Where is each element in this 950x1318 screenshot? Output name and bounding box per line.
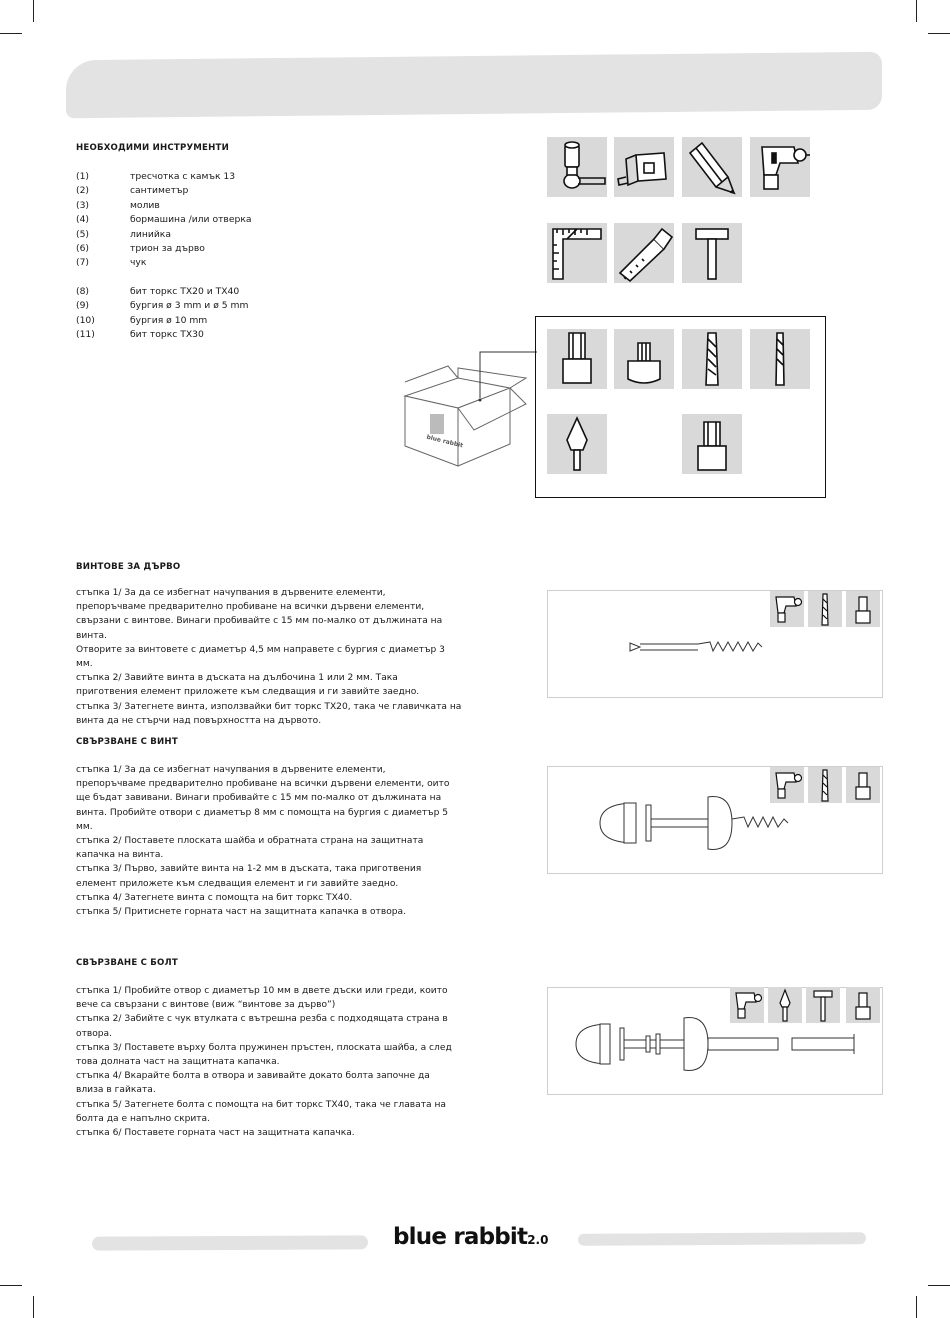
torx-bit-icon	[547, 329, 607, 389]
spade-bit-icon	[547, 414, 607, 474]
wood-screws-title: ВИНТОВЕ ЗА ДЪРВО	[76, 562, 181, 572]
crop-mark	[33, 1296, 34, 1318]
footer-bar-left	[92, 1235, 368, 1250]
saw-icon	[614, 223, 674, 283]
footer-bar-right	[578, 1232, 866, 1246]
list-item: (3) молив	[76, 199, 160, 211]
tape-measure-icon	[614, 137, 674, 197]
drill-icon	[750, 137, 810, 197]
crop-mark	[928, 1285, 950, 1286]
crop-mark	[916, 1296, 917, 1318]
crop-mark	[0, 1285, 22, 1286]
bolt-connection-text: стъпка 1/ Пробийте отвор с диаметър 10 мм в двете дъски или греди, които вече са свързани с винтове (виж “винтове за дърво”) стъпка 2/ Забийте с чук втулката с вътрешна резба с подходящата страна в отвора. стъпка 3/ Поставете върху болта пружинен пръстен, плоската шайба, а след това долната част на защитната капачка. стъпка 4/ Вкарайте болта в отвора и завивайте докато болта започне да влиза в гайката. стъпка 5/ Затегнете болта с помощта на бит торкс TX40, така че главата на болта да е напълно скрита. стъпка 6/ Поставете горната част на защитната капачка.	[76, 986, 452, 1139]
tools-title: НЕОБХОДИМИ ИНСТРУМЕНТИ	[76, 143, 229, 153]
screw-connection-text: стъпка 1/ За да се избегнат начупвания в дървените елементи, препоръчваме предварително пробиване на всички дървени елементи, оито ще бъдат завивани. Винаги пробивайте с 15 мм по-малко от дължината на винта. Пробийте отвори с диаметър 8 мм с помощта на бургия с диаметър 5 мм. стъпка 2/ Поставете плоската шайба и обратната страна на защитната капачка на винта. стъпка 3/ Първо, завийте винта на 1-2 мм в дъската, така приготвения елемент приложете към следващия елемент и ги завийте заедно. стъпка 4/ Затегнете винта с помощта на бит торкс TX40. стъпка 5/ Притиснете горната част на защитната капачка в отвора.	[76, 765, 450, 918]
list-item: (6) трион за дърво	[76, 243, 205, 255]
list-item: (11) бит торкс TX30	[76, 329, 204, 341]
list-item: (1) тресчотка с камък 13	[76, 171, 236, 182]
footer-brand: blue rabbit	[393, 1224, 528, 1250]
drill-icon	[730, 987, 764, 1023]
tools-list	[76, 170, 252, 342]
ratchet-icon	[547, 137, 607, 197]
list-item: (5) линийка	[76, 228, 171, 240]
drill-icon	[770, 767, 804, 803]
drill-bit-icon	[750, 329, 810, 389]
list-item: (2) сантиметър	[76, 185, 189, 197]
footer-version: 2.0	[527, 1233, 549, 1247]
spade-bit-icon	[768, 987, 802, 1023]
crop-mark	[33, 0, 34, 22]
footer-logo	[393, 1224, 548, 1250]
list-item: (9) бургия ø 3 mm и ø 5 mm	[76, 300, 249, 312]
wood-screws-text: стъпка 1/ За да се избегнат начупвания в дървените елементи, препоръчваме предварително пробиване на всички дървени елементи, свързани с винтове. Винаги пробивайте с 15 мм по-малко от дължината на винта. Отворите за винтовете с диаметър 4,5 мм направете с бургия с диаметър 3 мм. стъпка 2/ Завийте винта в дъската на дълбочина 1 или 2 мм. Така приготвения елемент приложете към следващия и ги завийте заедно. стъпка 3/ Затегнете винта, използвайки бит торкс TX20, така че главичката на винта да не стърчи над повърхността на дървото.	[76, 588, 462, 726]
drill-icon	[770, 591, 804, 627]
hammer-icon	[806, 987, 840, 1023]
torx-bit-icon	[846, 591, 880, 627]
hammer-icon	[682, 223, 742, 283]
box-logo-text: blue rabbit	[425, 433, 464, 450]
crop-mark	[0, 33, 22, 34]
list-item: (10) бургия ø 10 mm	[76, 314, 208, 326]
screw-connection-title: СВЪРЗВАНЕ С ВИНТ	[76, 737, 178, 747]
box-illustration	[400, 348, 550, 468]
header-banner	[66, 52, 882, 119]
crop-mark	[928, 33, 950, 34]
list-item: (7) чук	[76, 257, 147, 269]
crop-mark	[916, 0, 917, 22]
drill-bit-icon	[682, 329, 742, 389]
drill-bit-icon	[808, 767, 842, 803]
square-ruler-icon	[547, 223, 607, 283]
drill-bit-icon	[808, 591, 842, 627]
pencil-icon	[682, 137, 742, 197]
bolt-connection-title: СВЪРЗВАНЕ С БОЛТ	[76, 958, 178, 968]
torx-bit-icon	[846, 987, 880, 1023]
list-item: (8) бит торкс TX20 и TX40	[76, 285, 240, 297]
list-item: (4) бормашина /или отверка	[76, 214, 252, 226]
torx-bit-icon	[846, 767, 880, 803]
torx-bit-icon	[682, 414, 742, 474]
torx-bit-icon	[614, 329, 674, 389]
